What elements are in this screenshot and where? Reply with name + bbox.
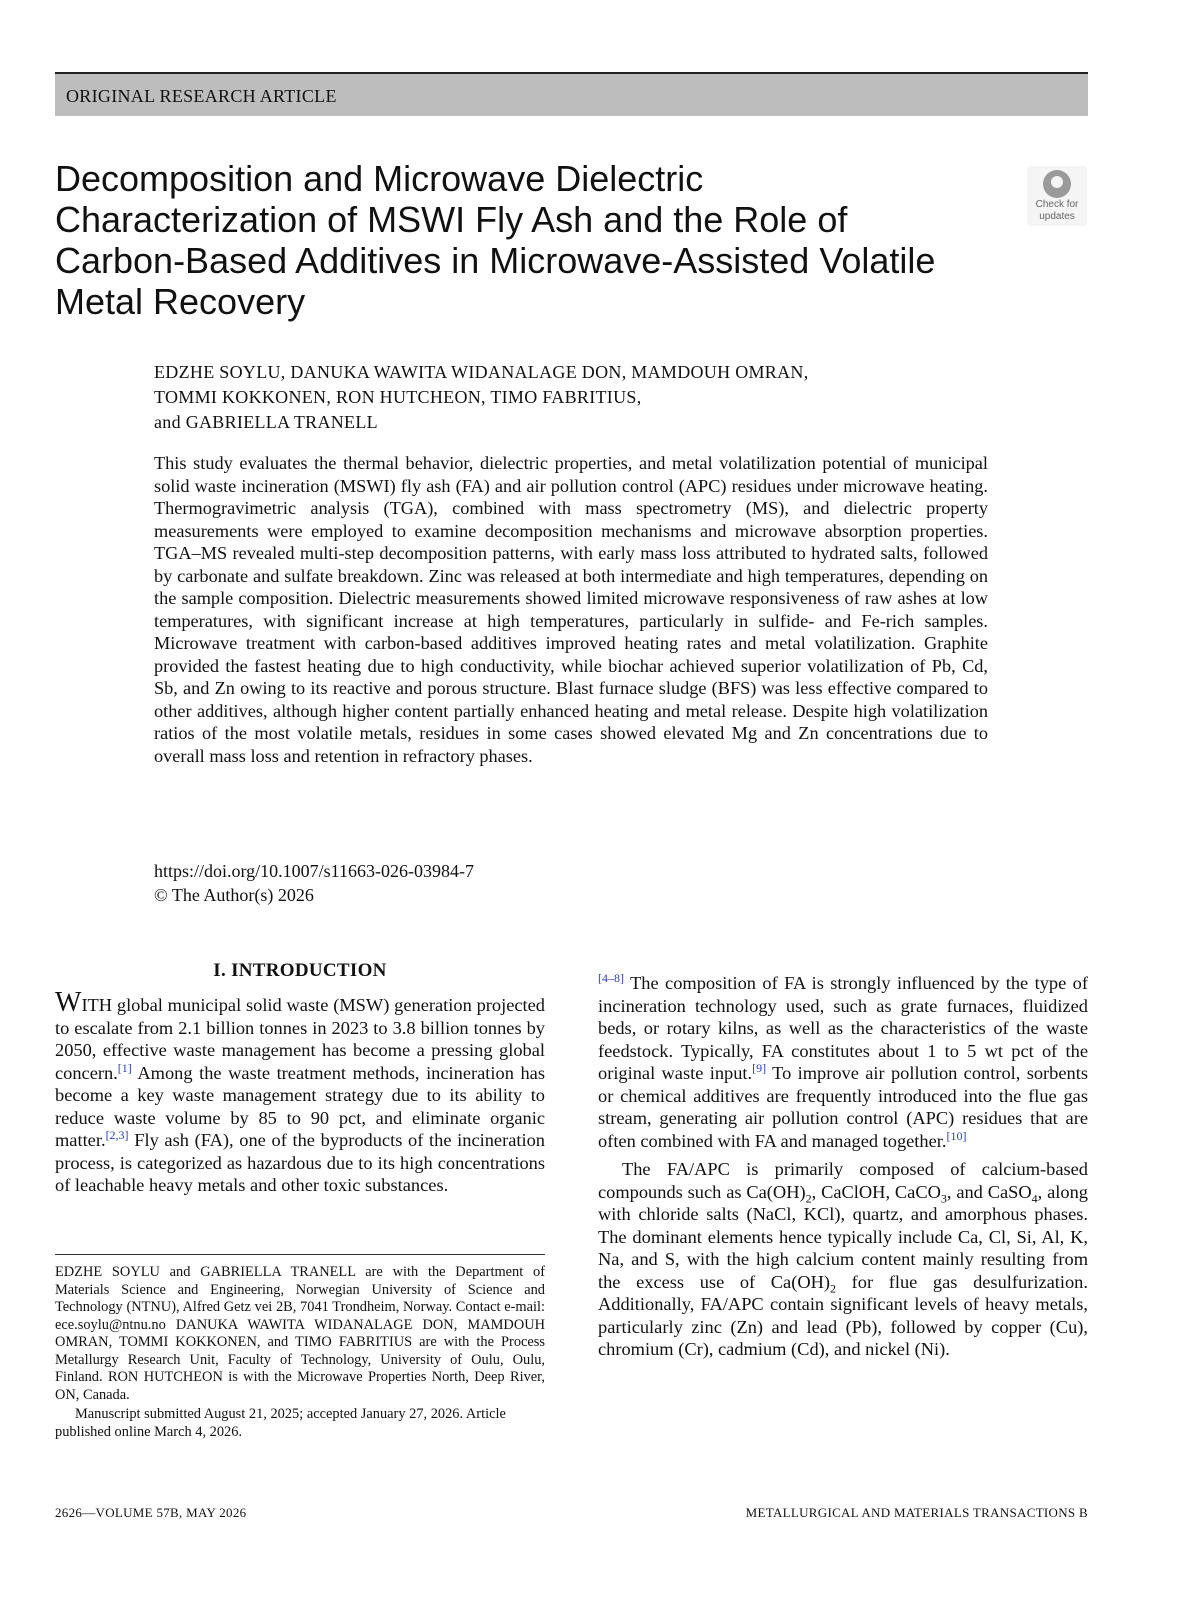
author-list [154, 360, 1014, 435]
author-line: EDZHE SOYLU, DANUKA WAWITA WIDANALAGE DON, MAMDOUH OMRAN, [154, 362, 809, 382]
intro-text: The composition of FA is strongly influenced by the type of incineration technology used, such as grate furnaces, fluidized beds, or rotary kilns, as well as the characteristics of the waste feedstock. Typically, FA constitutes about 1 to 5 wt pct of the original waste input. [598, 973, 1088, 1083]
intro-text: for flue gas desulfurization. Additionally, FA/APC contain significant levels of heavy metals, particularly zinc (Zn) and lead (Pb), followed by copper (Cu), chromium (Cr), cadmium (Cd), and nickel (Ni). [598, 1271, 1088, 1359]
doi-link[interactable]: https://doi.org/10.1007/s11663-026-03984-7 [154, 861, 475, 881]
intro-text: The FA/APC is primarily composed of calcium-based compounds such as Ca(OH) [598, 1159, 1088, 1202]
subscript: 2 [830, 1281, 837, 1296]
check-for-updates-icon [1043, 170, 1071, 198]
intro-text: Among the waste treatment methods, incineration has become a key waste management strategy due to its ability to reduce waste volume by 85 to 90 pct, and eliminate organic matter. [55, 1062, 545, 1150]
author-line: TOMMI KOKKONEN, RON HUTCHEON, TIMO FABRITIUS, [154, 387, 642, 407]
abstract: This study evaluates the thermal behavior, dielectric properties, and metal volatilization potential of municipal solid waste incineration (MSWI) fly ash (FA) and air pollution control (APC) residues under microwave heating. Thermogravimetric analysis (TGA), combined with mass spectrometry (MS), and dielectric property measurements were employed to examine decomposition mechanisms and microwave absorption properties. TGA–MS revealed multi-step decomposition patterns, with early mass loss attributed to hydrated salts, followed by carbonate and sulfate breakdown. Zinc was released at both intermediate and high temperatures, depending on the sample composition. Dielectric measurements showed limited microwave responsiveness of raw ashes at low temperatures, with significant increase at high temperatures, particularly in sulfide- and Fe-rich samples. Microwave treatment with carbon-based additives improved heating rates and metal volatilization. Graphite provided the fastest heating due to high conductivity, while biochar achieved superior volatilization of Pb, Cd, Sb, and Zn owing to its reactive and porous structure. Blast furnace sludge (BFS) was less effective compared to other additives, although higher content partially enhanced heating and metal release. Despite high volatilization ratios of the most volatile metals, residues in some cases showed elevated Mg and Zn concentrations due to overall mass loss and retention in refractory phases. [154, 453, 988, 766]
affiliations-text: EDZHE SOYLU and GABRIELLA TRANELL are with the Department of Materials Science and Engineering, Norwegian University of Science and Technology (NTNU), Alfred Getz vei 2B, 7041 Trondheim, Norway. Contact e-mail: ece.soylu@ntnu.no DANUKA WAWITA WIDANALAGE DON, MAMDOUH OMRAN, TOMMI KOKKONEN, and TIMO FABRITIUS are with the Process Metallurgy Research Unit, Faculty of Technology, University of Oulu, Oulu, Finland. RON HUTCHEON is with the Microwave Properties North, Deep River, ON, Canada. [55, 1264, 545, 1403]
article-type-banner [55, 72, 1088, 116]
intro-text: , and CaSO [946, 1181, 1032, 1202]
dropcap-rest: ITH [81, 995, 113, 1015]
subscript: 4 [1031, 1191, 1038, 1206]
manuscript-dates: Manuscript submitted August 21, 2025; accepted January 27, 2026. Article published online March 4, 2026. [55, 1406, 506, 1440]
article-type-label: ORIGINAL RESEARCH ARTICLE [66, 86, 337, 106]
section-heading-introduction: I. INTRODUCTION [213, 960, 387, 981]
right-column [598, 972, 1088, 1361]
intro-text: , along with chloride salts (NaCl, KCl), quartz, and amorphous phases. The dominant elements hence typically include Ca, Cl, Si, Al, K, Na, and S, with the high calcium content mainly resulting from the excess use of Ca(OH) [598, 1181, 1088, 1292]
intro-paragraph-1-continued [598, 972, 1088, 1152]
page-volume-info: 2626—VOLUME 57B, MAY 2026 [55, 1505, 247, 1520]
subscript: 2 [805, 1191, 812, 1206]
citation-link[interactable]: [2,3] [105, 1127, 129, 1142]
citation-link[interactable]: [9] [752, 1060, 767, 1075]
journal-name: METALLURGICAL AND MATERIALS TRANSACTIONS B [745, 1505, 1088, 1520]
copyright-notice: © The Author(s) 2026 [154, 885, 314, 905]
article-title: Decomposition and Microwave Dielectric Characterization of MSWI Fly Ash and the Role of Carbon-Based Additives in Microwave-Assisted Volatile Metal Recovery [55, 158, 936, 322]
check-for-updates-button[interactable] [1027, 166, 1087, 226]
footnote-divider [55, 1254, 545, 1255]
citation-link[interactable]: [10] [946, 1128, 967, 1143]
citation-link[interactable]: [1] [117, 1060, 132, 1075]
intro-text: To improve air pollution control, sorbents or chemical additives are frequently introduced into the flue gas stream, generating air pollution control (APC) residues that are often combined with FA and managed together. [598, 1063, 1088, 1151]
citation-link[interactable]: [4–8] [598, 970, 624, 985]
intro-text: , CaClOH, CaCO [811, 1181, 941, 1202]
intro-paragraph-2 [598, 1158, 1088, 1361]
check-updates-label-1: Check for [1035, 199, 1079, 210]
dropcap: W [55, 987, 82, 1018]
intro-text: global municipal solid waste (MSW) generation projected to escalate from 2.1 billion tonnes in 2023 to 3.8 billion tonnes by 2050, effective waste management has become a pressing global concern. [55, 995, 545, 1083]
author-affiliations-footnote [55, 1264, 545, 1441]
subscript: 3 [940, 1191, 947, 1206]
check-updates-label-2: updates [1039, 211, 1075, 222]
author-line: and GABRIELLA TRANELL [154, 412, 378, 432]
intro-paragraph-1 [55, 987, 545, 1197]
intro-text: Fly ash (FA), one of the byproducts of the incineration process, is categorized as hazardous due to its high concentrations of leachable heavy metals and other toxic substances. [55, 1130, 545, 1195]
left-column [55, 960, 545, 1197]
